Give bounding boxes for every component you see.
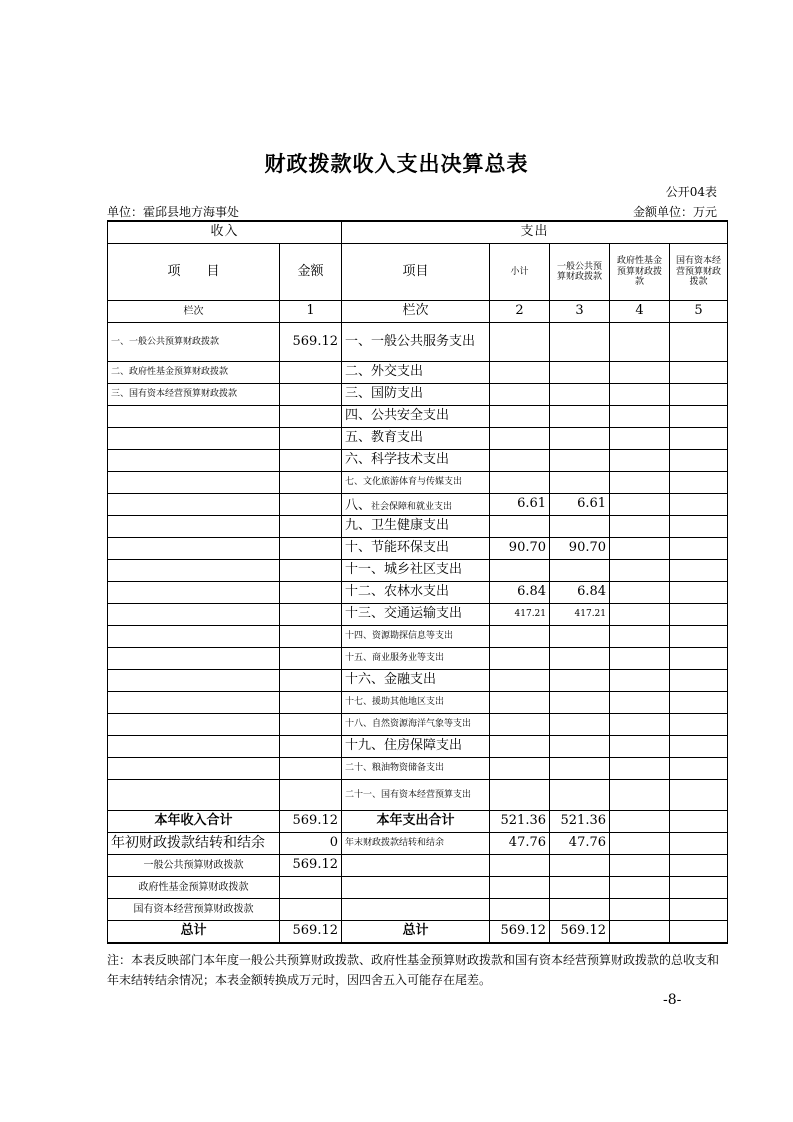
expense-state-capital: [670, 560, 728, 582]
table-row: [108, 604, 728, 626]
income-amount: [280, 626, 342, 648]
expense-gov-fund: [610, 384, 670, 406]
expense-state-capital: [670, 428, 728, 450]
table-row: [108, 648, 728, 670]
table-row: [108, 670, 728, 692]
expense-general: [550, 406, 610, 428]
income-amount: [280, 714, 342, 736]
expense-gov-fund: [610, 604, 670, 626]
expense-item: 二、外交支出: [342, 362, 490, 384]
expense-state-capital: [670, 714, 728, 736]
expense-item-rest: 社会保障和就业支出: [371, 502, 453, 513]
expense-state-capital: [670, 626, 728, 648]
income-item: 一、一般公共预算财政拨款: [108, 323, 280, 362]
income-item: [108, 670, 280, 692]
expense-state-capital: [670, 736, 728, 758]
expense-state-capital: [670, 516, 728, 538]
expense-state-capital: [670, 450, 728, 472]
expense-gov-fund: [610, 560, 670, 582]
expense-state-capital: [670, 362, 728, 384]
expense-state-capital: [670, 406, 728, 428]
grand-total-general: 569.12: [550, 921, 610, 944]
expense-gov-fund: [610, 736, 670, 758]
expense-gov-fund: [610, 428, 670, 450]
expense-general: [550, 560, 610, 582]
col-index-5: 5: [670, 301, 728, 323]
expense-gov-fund: [610, 472, 670, 494]
income-amount: [280, 582, 342, 604]
expense-general: 6.61: [550, 494, 610, 516]
expense-subtotal: [490, 323, 550, 362]
carryover-sub-row: [108, 877, 728, 899]
income-amount: [280, 472, 342, 494]
expense-item: 三、国防支出: [342, 384, 490, 406]
income-item: [108, 472, 280, 494]
expense-item: 十四、资源勘探信息等支出: [342, 626, 490, 648]
expense-state-capital: [670, 538, 728, 560]
income-item: 二、政府性基金预算财政拨款: [108, 362, 280, 384]
expense-gov-fund: [610, 670, 670, 692]
end-carryover-subtotal: 47.76: [490, 833, 550, 855]
income-amount-header: 金额: [280, 244, 342, 301]
income-amount: 569.12: [280, 323, 342, 362]
income-amount: [280, 648, 342, 670]
expense-general: [550, 692, 610, 714]
income-amount: [280, 384, 342, 406]
expense-general: [550, 323, 610, 362]
expense-subtotal: [490, 406, 550, 428]
expense-state-capital: [670, 323, 728, 362]
income-item: [108, 604, 280, 626]
income-item: [108, 714, 280, 736]
table-row: [108, 714, 728, 736]
reporting-unit: 单位：霍邱县地方海事处: [107, 205, 240, 219]
expense-gov-fund: [610, 516, 670, 538]
expense-gov-fund: [610, 582, 670, 604]
expense-total-general: 521.36: [550, 811, 610, 833]
income-amount: [280, 692, 342, 714]
expense-general: [550, 736, 610, 758]
expense-subtotal: [490, 758, 550, 780]
expense-subtotal: [490, 450, 550, 472]
income-item: [108, 626, 280, 648]
expense-state-capital: [670, 472, 728, 494]
income-amount: [280, 494, 342, 516]
expense-subtotal: [490, 428, 550, 450]
income-amount: [280, 736, 342, 758]
table-row: [108, 428, 728, 450]
expense-item: 四、公共安全支出: [342, 406, 490, 428]
expense-gov-fund: [610, 450, 670, 472]
table-row: [108, 362, 728, 384]
expense-state-capital: [670, 582, 728, 604]
expense-gov-fund: [610, 714, 670, 736]
expense-item: 十一、城乡社区支出: [342, 560, 490, 582]
sub-gov-fund-label: 政府性基金预算财政拨款: [108, 877, 280, 899]
table-row: [108, 384, 728, 406]
expense-general: 6.84: [550, 582, 610, 604]
income-amount: [280, 362, 342, 384]
expense-subtotal: [490, 692, 550, 714]
expense-subtotal: [490, 780, 550, 811]
expense-general: [550, 472, 610, 494]
expense-item-header: 项目: [342, 244, 490, 301]
table-row: [108, 450, 728, 472]
expense-subtotal: [490, 384, 550, 406]
expense-subtotal: [490, 362, 550, 384]
page-number: -8-: [663, 992, 682, 1008]
income-section-header: 收入: [108, 221, 342, 244]
income-item: [108, 582, 280, 604]
expense-item: 十七、援助其他地区支出: [342, 692, 490, 714]
expense-gov-fund: [610, 758, 670, 780]
expense-item: 一、一般公共服务支出: [342, 323, 490, 362]
expense-subtotal: [490, 516, 550, 538]
sub-state-capital-label: 国有资本经营预算财政拨款: [108, 899, 280, 921]
expense-general: 417.21: [550, 604, 610, 626]
table-row: [108, 626, 728, 648]
expense-subtotal: 6.61: [490, 494, 550, 516]
expense-general: [550, 670, 610, 692]
income-amount: [280, 450, 342, 472]
expense-total-state-capital: [670, 811, 728, 833]
expense-gov-fund: [610, 780, 670, 811]
expense-gov-fund: [610, 494, 670, 516]
expense-state-capital: [670, 692, 728, 714]
carryover-sub-row: [108, 899, 728, 921]
end-carryover-label: 年末财政拨款结转和结余: [342, 833, 490, 855]
expense-general: [550, 758, 610, 780]
expense-subtotal: [490, 670, 550, 692]
expense-general: [550, 516, 610, 538]
expense-total-subtotal: 521.36: [490, 811, 550, 833]
expense-gov-fund: [610, 323, 670, 362]
column-header-row: [108, 244, 728, 301]
expense-state-capital: [670, 648, 728, 670]
expense-item: 九、卫生健康支出: [342, 516, 490, 538]
grand-total-row: [108, 921, 728, 944]
expense-subtotal: [490, 472, 550, 494]
expense-subtotal: [490, 560, 550, 582]
income-item: [108, 538, 280, 560]
income-item: [108, 780, 280, 811]
begin-carryover-value: 0: [280, 833, 342, 855]
grand-total-state-capital: [670, 921, 728, 944]
expense-general: [550, 362, 610, 384]
col-label: 栏次: [108, 301, 280, 323]
table-row: [108, 582, 728, 604]
table-row: [108, 780, 728, 811]
expense-item: 六、科学技术支出: [342, 450, 490, 472]
expense-subtotal: [490, 714, 550, 736]
table-row: [108, 406, 728, 428]
end-carryover-gov-fund: [610, 833, 670, 855]
end-carryover-state-capital: [670, 833, 728, 855]
income-amount: [280, 560, 342, 582]
general-budget-header: 一般公共预算财政拨款: [550, 244, 610, 301]
expense-total-label: 本年支出合计: [342, 811, 490, 833]
income-item: [108, 450, 280, 472]
income-amount: [280, 406, 342, 428]
expense-state-capital: [670, 758, 728, 780]
expense-item: 十五、商业服务业等支出: [342, 648, 490, 670]
table-row: [108, 692, 728, 714]
page-title: 财政拨款收入支出决算总表: [264, 152, 529, 176]
income-item: [108, 758, 280, 780]
budget-summary-table: [107, 220, 728, 944]
expense-total-gov-fund: [610, 811, 670, 833]
amount-unit: 金额单位：万元: [632, 205, 717, 219]
grand-total-expense-label: 总计: [342, 921, 490, 944]
expense-item: 十六、金融支出: [342, 670, 490, 692]
table-row: [108, 472, 728, 494]
income-total-label: 本年收入合计: [108, 811, 280, 833]
expense-state-capital: [670, 604, 728, 626]
table-row: [108, 516, 728, 538]
expense-item: 十三、交通运输支出: [342, 604, 490, 626]
expense-general: [550, 780, 610, 811]
income-item: [108, 494, 280, 516]
table-row: [108, 538, 728, 560]
expense-section-header: 支出: [342, 221, 728, 244]
income-item: [108, 428, 280, 450]
expense-subtotal: 90.70: [490, 538, 550, 560]
expense-subtotal: 6.84: [490, 582, 550, 604]
expense-item: 十二、农林水支出: [342, 582, 490, 604]
expense-general: [550, 648, 610, 670]
table-row: [108, 758, 728, 780]
column-index-row: [108, 301, 728, 323]
expense-gov-fund: [610, 362, 670, 384]
grand-total-income-value: 569.12: [280, 921, 342, 944]
grand-total-gov-fund: [610, 921, 670, 944]
expense-state-capital: [670, 780, 728, 811]
income-item: [108, 736, 280, 758]
sub-general-budget-value: 569.12: [280, 855, 342, 877]
income-item: [108, 406, 280, 428]
expense-state-capital: [670, 384, 728, 406]
income-amount: [280, 538, 342, 560]
expense-item: 十、节能环保支出: [342, 538, 490, 560]
expense-subtotal: [490, 648, 550, 670]
income-amount: [280, 516, 342, 538]
expense-general: 90.70: [550, 538, 610, 560]
expense-state-capital: [670, 494, 728, 516]
col-index-3: 3: [550, 301, 610, 323]
subtotal-header: 小计: [490, 244, 550, 301]
expense-general: [550, 714, 610, 736]
expense-item: 五、教育支出: [342, 428, 490, 450]
expense-item: 十九、住房保障支出: [342, 736, 490, 758]
table-row: [108, 736, 728, 758]
expense-subtotal: [490, 736, 550, 758]
expense-item: 七、文化旅游体育与传媒支出: [342, 472, 490, 494]
expense-item-prefix: 八、: [345, 498, 372, 514]
expense-general: [550, 428, 610, 450]
income-amount: [280, 428, 342, 450]
form-number: 公开04表: [665, 185, 717, 199]
col-index-1: 1: [280, 301, 342, 323]
carryover-row: [108, 833, 728, 855]
expense-subtotal: 417.21: [490, 604, 550, 626]
income-item-header: 项 目: [108, 244, 280, 301]
table-row: [108, 323, 728, 362]
expense-item: 十八、自然资源海洋气象等支出: [342, 714, 490, 736]
income-item: [108, 560, 280, 582]
col-index-2: 2: [490, 301, 550, 323]
expense-gov-fund: [610, 538, 670, 560]
grand-total-income-label: 总计: [108, 921, 280, 944]
carryover-sub-row: [108, 855, 728, 877]
col-index-4: 4: [610, 301, 670, 323]
end-carryover-general: 47.76: [550, 833, 610, 855]
state-capital-header: 国有资本经营预算财政拨款: [670, 244, 728, 301]
table-row: [108, 560, 728, 582]
income-amount: [280, 758, 342, 780]
expense-gov-fund: [610, 692, 670, 714]
income-amount: [280, 604, 342, 626]
expense-gov-fund: [610, 626, 670, 648]
sub-general-budget-label: 一般公共预算财政拨款: [108, 855, 280, 877]
begin-carryover-label: 年初财政拨款结转和结余: [108, 833, 280, 855]
expense-gov-fund: [610, 648, 670, 670]
income-item: 三、国有资本经营预算财政拨款: [108, 384, 280, 406]
expense-state-capital: [670, 670, 728, 692]
income-amount: [280, 670, 342, 692]
income-item: [108, 648, 280, 670]
expense-general: [550, 450, 610, 472]
income-total-value: 569.12: [280, 811, 342, 833]
expense-subtotal: [490, 626, 550, 648]
expense-general: [550, 626, 610, 648]
table-row: [108, 494, 728, 516]
col-label-2: 栏次: [342, 301, 490, 323]
income-amount: [280, 780, 342, 811]
grand-total-subtotal: 569.12: [490, 921, 550, 944]
expense-gov-fund: [610, 406, 670, 428]
expense-item: 二十一、国有资本经营预算支出: [342, 780, 490, 811]
expense-item: [342, 494, 490, 516]
income-item: [108, 516, 280, 538]
section-header-row: [108, 221, 728, 244]
expense-item: 二十、粮油物资储备支出: [342, 758, 490, 780]
gov-fund-header: 政府性基金预算财政拨款: [610, 244, 670, 301]
annual-total-row: [108, 811, 728, 833]
expense-general: [550, 384, 610, 406]
footnote: 注：本表反映部门本年度一般公共预算财政拨款、政府性基金预算财政拨款和国有资本经营预算财政拨款的总收支和年末结转结余情况；本表金额转换成万元时，因四舍五入可能存在尾差。: [107, 953, 720, 987]
income-item: [108, 692, 280, 714]
